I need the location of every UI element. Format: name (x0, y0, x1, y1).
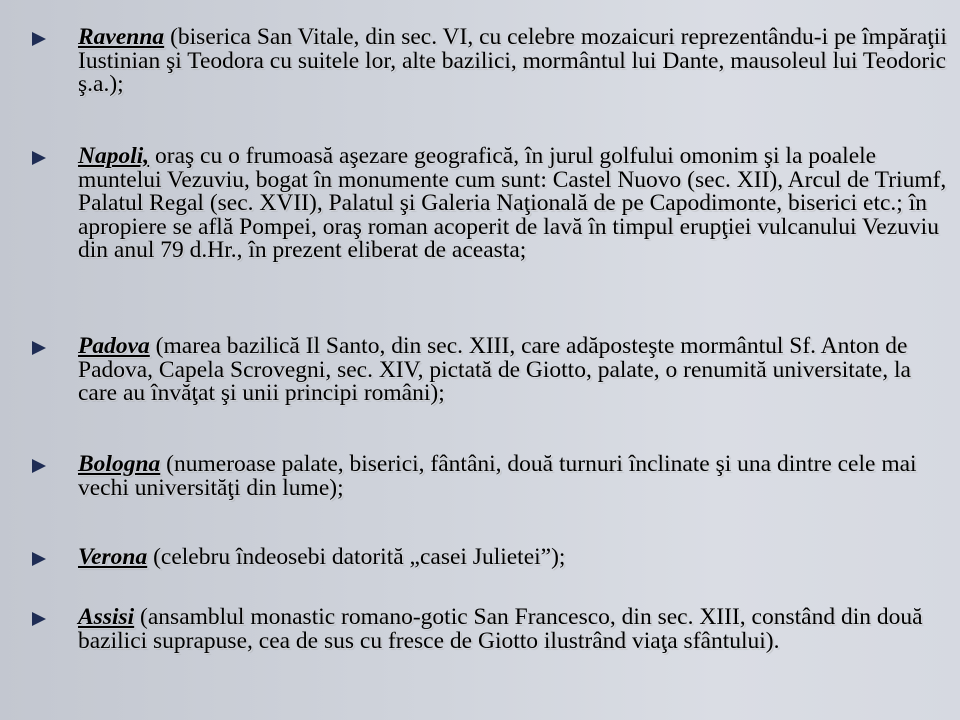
bullet-padova (32, 335, 952, 406)
bullet-ravenna (32, 26, 952, 97)
city-description: (biserica San Vitale, din sec. VI, cu celebre mozaicuri reprezentându-i pe împăraţii Iustinian şi Teodora cu suitele lor, alte bazilici, mormântul lui Dante, mausoleul lui Teodoric ş.a.); (78, 24, 947, 97)
city-description: (ansamblul monastic romano-gotic San Francesco, din sec. XIII, constând din două bazilici suprapuse, cea de sus cu fresce de Giotto ilustrând viaţa sfântului). (78, 604, 923, 654)
city-description: (marea bazilică Il Santo, din sec. XIII, care adăposteşte mormântul Sf. Anton de Padova, Capela Scrovegni, sec. XIV, pictată de Giotto, palate, o renumită universitate, la care au învăţat şi unii principi români); (78, 333, 911, 406)
bullet-text (78, 26, 952, 97)
bullet-text (78, 606, 952, 653)
city-name: Verona (78, 544, 148, 570)
bullet-arrow-icon (32, 552, 46, 566)
city-description: (celebru îndeosebi datorită „casei Julietei”); (147, 544, 566, 570)
city-description: (numeroase palate, biserici, fântâni, două turnuri înclinate şi una dintre cele mai vechi universităţi din lume); (78, 451, 917, 501)
bullet-text (78, 453, 952, 500)
city-name: Bologna (78, 451, 161, 477)
bullet-bologna (32, 453, 952, 500)
bullet-arrow-icon (32, 612, 46, 626)
bullet-arrow-icon (32, 32, 46, 46)
bullet-napoli (32, 145, 952, 263)
city-name: Napoli, (78, 143, 150, 169)
city-name: Ravenna (78, 24, 165, 50)
bullet-arrow-icon (32, 341, 46, 355)
city-name: Assisi (78, 604, 135, 630)
bullet-arrow-icon (32, 151, 46, 165)
bullet-text (78, 546, 952, 570)
bullet-text (78, 145, 952, 263)
city-name: Padova (78, 333, 150, 359)
city-description: oraş cu o frumoasă aşezare geografică, în jurul golfului omonim şi la poalele muntelui Vezuviu, bogat în monumente cum sunt: Castel Nuovo (sec. XII), Arcul de Triumf, Palatul Regal (sec. XVII), Palatul şi Galeria Naţională de pe Capodimonte, biserici etc.; în apropiere se află Pompei, oraş roman acoperit de lavă în timpul erupţiei vulcanului Vezuviu din anul 79 d.Hr., în prezent eliberat de aceasta; (78, 143, 947, 263)
bullet-verona (32, 546, 952, 570)
bullet-assisi (32, 606, 952, 653)
bullet-text (78, 335, 952, 406)
bullet-arrow-icon (32, 459, 46, 473)
